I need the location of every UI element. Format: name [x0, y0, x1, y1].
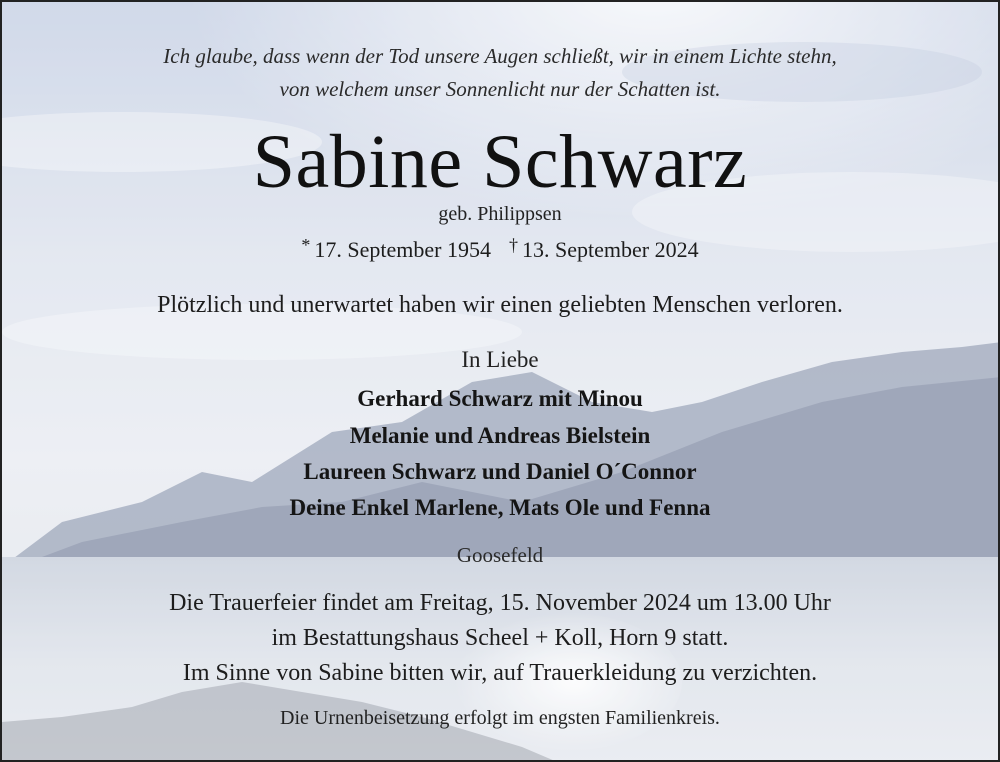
- burial-note: Die Urnenbeisetzung erfolgt im engsten Familienkreis.: [280, 707, 720, 729]
- service-line-2: im Bestattungshaus Scheel + Koll, Horn 9 statt.: [271, 625, 729, 651]
- service-line-3: Im Sinne von Sabine bitten wir, auf Trauerkleidung zu verzichten.: [182, 660, 818, 686]
- place: Goosefeld: [456, 543, 544, 567]
- love-label: In Liebe: [461, 347, 539, 372]
- mourner-line: Laureen Schwarz und Daniel O´Connor: [303, 459, 697, 484]
- birth-name: geb. Philippsen: [438, 203, 562, 225]
- announcement: Plötzlich und unerwartet haben wir einen geliebten Menschen verloren.: [157, 292, 843, 318]
- mourner-line: Melanie und Andreas Bielstein: [349, 423, 651, 448]
- service-line-1: Die Trauerfeier findet am Freitag, 15. November 2024 um 13.00 Uhr: [169, 590, 831, 616]
- mourner-line: Deine Enkel Marlene, Mats Ole und Fenna: [289, 495, 711, 520]
- life-dates: [2, 237, 998, 263]
- quote-line-2: von welchem unser Sonnenlicht nur der Schatten ist.: [279, 77, 721, 101]
- deceased-name: Sabine Schwarz: [252, 120, 748, 204]
- obituary-text: [2, 2, 998, 760]
- birth-date: 17. September 1954: [314, 237, 491, 262]
- mourner-line: Gerhard Schwarz mit Minou: [357, 386, 643, 411]
- death-date: 13. September 2024: [522, 237, 699, 262]
- death-symbol: †: [509, 235, 518, 255]
- quote-line-1: Ich glaube, dass wenn der Tod unsere Augen schließt, wir in einem Lichte stehn,: [163, 44, 837, 68]
- birth-symbol: *: [301, 235, 311, 255]
